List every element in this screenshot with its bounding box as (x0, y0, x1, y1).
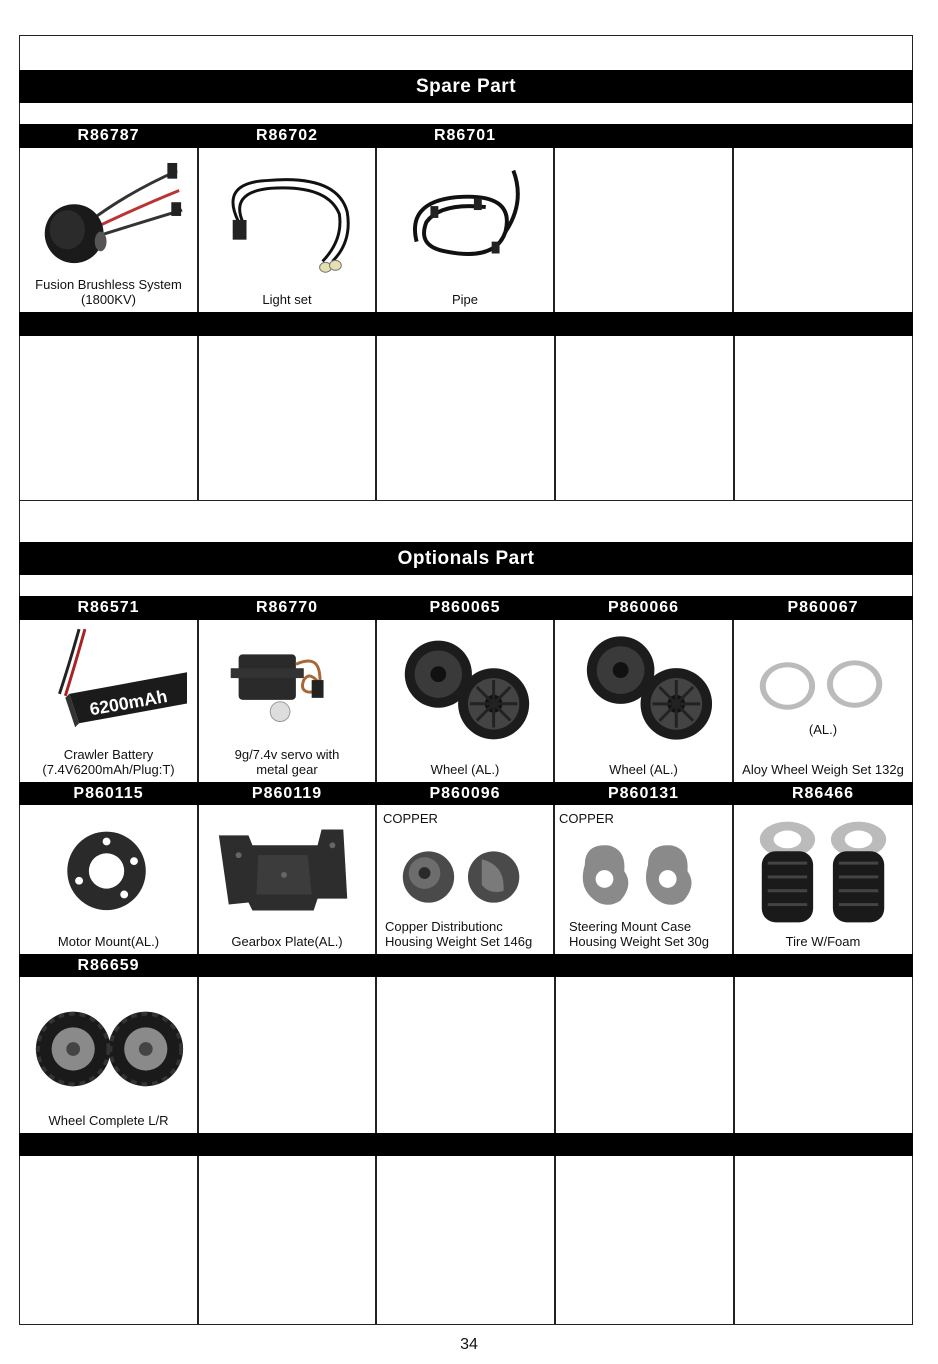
part-cell (376, 805, 554, 954)
part-cell (555, 1156, 734, 1325)
part-caption: 9g/7.4v servo with (234, 747, 340, 762)
part-caption: Housing Weight Set 30g (569, 934, 709, 949)
part-cell (198, 1156, 376, 1325)
battery-label: 6200mAh (88, 686, 169, 720)
part-code: P860119 (198, 782, 376, 805)
part-caption: Motor Mount(AL.) (57, 934, 160, 949)
empty-code-bar (19, 312, 913, 336)
part-caption: Wheel (AL.) (609, 762, 678, 777)
gearbox-plate-icon (209, 815, 365, 919)
part-cell (554, 148, 733, 312)
steering-case-icon (565, 835, 722, 919)
spare-part-title: Spare Part (19, 70, 913, 103)
part-cell (734, 977, 913, 1133)
part-code: P860096 (376, 782, 554, 805)
part-caption: Aloy Wheel Weigh Set 132g (742, 762, 904, 777)
part-caption: Pipe (451, 292, 479, 307)
wheel-icon (387, 624, 543, 748)
part-code: P860066 (554, 596, 733, 620)
part-code: R86659 (77, 956, 140, 974)
part-cell (198, 805, 376, 954)
part-cell (733, 148, 913, 312)
part-cell (733, 620, 913, 782)
part-caption: Copper Distributionc (385, 919, 503, 934)
part-cell (733, 805, 913, 954)
part-caption: Crawler Battery (63, 747, 154, 762)
part-caption: (7.4V6200mAh/Plug:T) (42, 762, 175, 777)
servo-icon (209, 624, 365, 748)
part-cell (19, 805, 198, 954)
material-note: COPPER (383, 811, 438, 826)
part-note: (AL.) (808, 722, 838, 737)
part-cell (19, 336, 198, 501)
part-code: R86466 (733, 782, 913, 805)
part-cell (198, 148, 376, 312)
part-cell (19, 1156, 198, 1325)
part-caption: (1800KV) (81, 292, 136, 307)
part-code: P860115 (19, 782, 198, 805)
part-cell (19, 977, 198, 1133)
part-cell (376, 977, 555, 1133)
wheel-icon (565, 624, 722, 748)
part-cell (376, 1156, 555, 1325)
part-code: P860067 (733, 596, 913, 620)
battery-icon (30, 624, 187, 748)
part-cell (734, 1156, 913, 1325)
part-cell (555, 336, 734, 501)
part-code: R86787 (19, 124, 198, 148)
part-cell (376, 620, 554, 782)
part-code: R86571 (19, 596, 198, 620)
part-caption: metal gear (256, 762, 318, 777)
part-cell (19, 148, 198, 312)
part-code: R86702 (198, 124, 376, 148)
part-cell (376, 336, 555, 501)
part-cell (198, 620, 376, 782)
tire-icon (744, 815, 902, 927)
part-cell (734, 336, 913, 501)
part-caption: Wheel Complete L/R (48, 1113, 169, 1128)
part-caption: Fusion Brushless System (35, 277, 182, 292)
brushless-motor-icon (30, 152, 187, 276)
part-caption: Wheel (AL.) (430, 762, 500, 777)
part-cell (198, 336, 376, 501)
motor-mount-icon (30, 815, 187, 919)
light-set-icon (209, 152, 365, 276)
part-caption: Light set (262, 292, 312, 307)
part-caption: Gearbox Plate(AL.) (231, 934, 343, 949)
part-cell (198, 977, 376, 1133)
part-caption: Housing Weight Set 146g (385, 934, 533, 949)
part-cell (19, 620, 198, 782)
part-code (733, 124, 913, 148)
part-cell (554, 805, 733, 954)
page-number: 34 (460, 1336, 478, 1353)
part-code: R86770 (198, 596, 376, 620)
part-code: P860065 (376, 596, 554, 620)
pipe-icon (387, 152, 543, 276)
wheel-complete-icon (30, 993, 187, 1103)
part-caption: Tire W/Foam (785, 934, 861, 949)
empty-code-bar (19, 1133, 913, 1156)
part-cell (554, 620, 733, 782)
part-code (554, 124, 733, 148)
part-code: P860131 (554, 782, 733, 805)
optionals-part-title: Optionals Part (19, 542, 913, 575)
part-caption: Steering Mount Case (569, 919, 692, 934)
part-cell (376, 148, 554, 312)
copper-housing-icon (387, 835, 543, 919)
part-code: R86701 (376, 124, 554, 148)
part-cell (555, 977, 734, 1133)
material-note: COPPER (559, 811, 614, 826)
